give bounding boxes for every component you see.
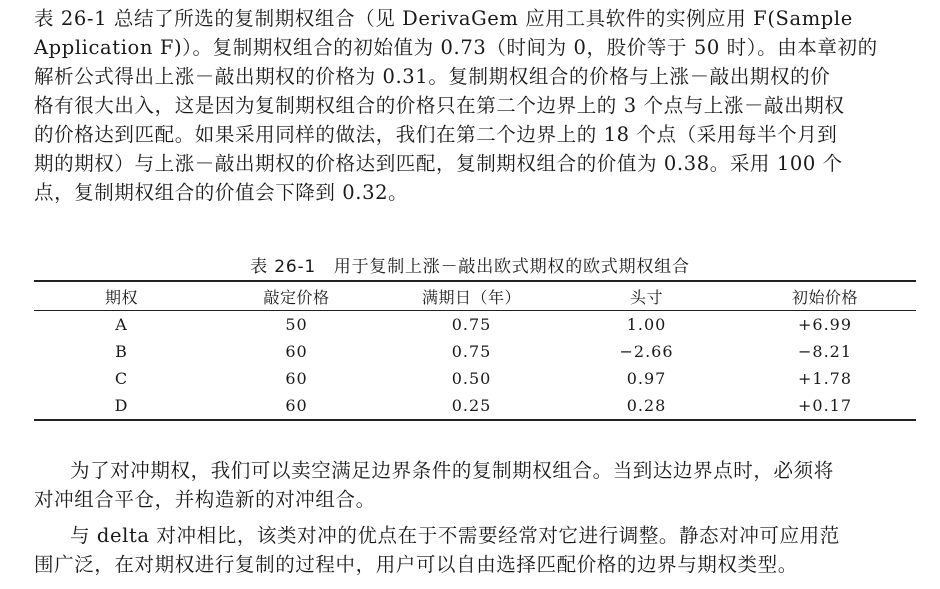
paragraph-3-line: 与 delta 对冲相比，该类对冲的优点在于不需要经常对它进行调整。静态对冲可应用范 [70, 524, 840, 547]
header-strike-price: 敲定价格 [263, 287, 330, 307]
table-row [34, 311, 916, 339]
cell-position: −2.66 [619, 342, 674, 361]
cell-strike-price: 60 [285, 342, 308, 361]
header-option: 期权 [104, 287, 138, 307]
table-title: 表 26-1 用于复制上涨－敲出欧式期权的欧式期权组合 [250, 257, 690, 277]
paragraph-1-line: 的价格达到匹配。如果采用同样的做法，我们在第二个边界上的 18 个点（采用每半个月到 [34, 123, 838, 146]
cell-initial-price: −8.21 [797, 342, 853, 361]
paragraph-1-line: 期的期权）与上涨－敲出期权的价格达到匹配，复制期权组合的价值为 0.38。采用 100 个 [34, 152, 843, 175]
cell-maturity: 0.75 [451, 315, 492, 334]
table-body [34, 311, 916, 421]
cell-position: 0.28 [626, 396, 667, 415]
cell-maturity: 0.75 [451, 342, 492, 361]
table-header [34, 281, 916, 311]
table-header-row [34, 281, 916, 311]
paragraph-1-line: 表 26-1 总结了所选的复制期权组合（见 DerivaGem 应用工具软件的实例应用 F(Sample [34, 7, 853, 30]
cell-maturity: 0.25 [451, 396, 492, 415]
cell-option: A [115, 315, 128, 334]
paragraph-3-line: 围广泛，在对期权进行复制的过程中，用户可以自由选择匹配价格的边界与期权类型。 [34, 553, 798, 576]
paragraph-3 [34, 521, 914, 579]
table-row [34, 338, 916, 365]
cell-option: B [115, 342, 128, 361]
cell-option: D [114, 396, 129, 415]
header-maturity: 满期日（年） [421, 287, 521, 307]
cell-maturity: 0.50 [451, 369, 492, 388]
paragraph-1-line: 点，复制期权组合的价值会下降到 0.32。 [34, 181, 409, 204]
cell-position: 1.00 [626, 315, 667, 334]
paragraph-1-line: Application F)）。复制期权组合的初始值为 0.73（时间为 0，股价等于 50 时）。由本章初的 [34, 36, 878, 59]
paragraph-1 [34, 4, 914, 207]
paragraph-1-line: 解析公式得出上涨－敲出期权的价格为 0.31。复制期权组合的价格与上涨－敲出期权的价 [34, 65, 831, 88]
cell-strike-price: 60 [285, 369, 308, 388]
header-position: 头寸 [629, 287, 663, 307]
cell-initial-price: +0.17 [797, 396, 853, 415]
cell-strike-price: 60 [285, 396, 308, 415]
cell-strike-price: 50 [285, 315, 308, 334]
options-table [34, 280, 916, 421]
paragraph-2-line: 为了对冲期权，我们可以卖空满足边界条件的复制期权组合。当到达边界点时，必须将 [70, 459, 834, 482]
options-table-grid [34, 280, 916, 421]
cell-initial-price: +6.99 [797, 315, 853, 334]
cell-position: 0.97 [626, 369, 667, 388]
paragraph-2-line: 对冲组合平仓，并构造新的对冲组合。 [34, 488, 376, 511]
cell-initial-price: +1.78 [797, 369, 853, 388]
paragraph-1-line: 格有很大出入，这是因为复制期权组合的价格只在第二个边界上的 3 个点与上涨－敲出期权 [34, 94, 845, 117]
table-row [34, 365, 916, 392]
header-initial-price: 初始价格 [791, 287, 858, 307]
cell-option: C [114, 369, 129, 388]
table-row [34, 392, 916, 420]
paragraph-2 [34, 456, 914, 514]
